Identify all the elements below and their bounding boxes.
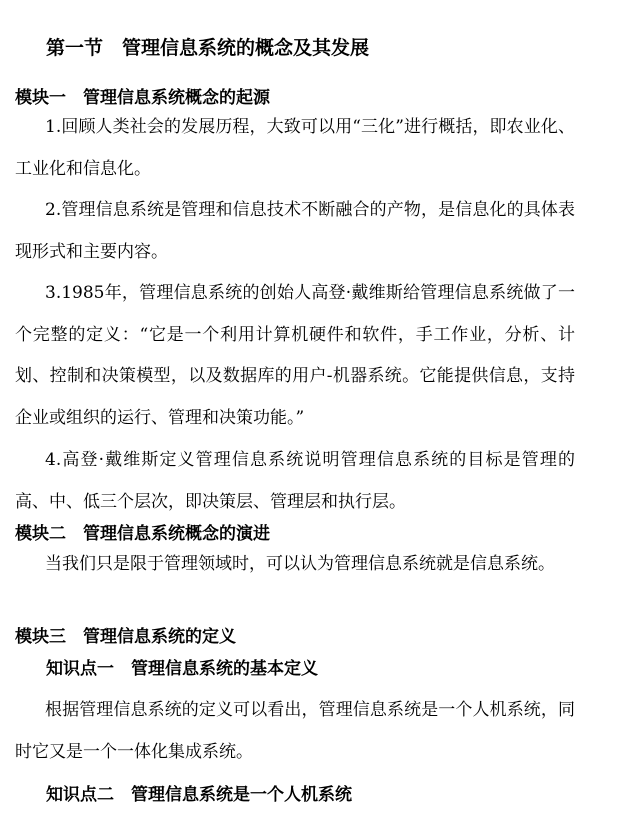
module-heading-definition: 模块三 管理信息系统的定义 xyxy=(15,627,236,647)
paragraph-6: 根据管理信息系统的定义可以看出，管理信息系统是一个人机系统，同时它又是一个一体化集成系统。 xyxy=(15,700,575,762)
paragraph-5: 当我们只是限于管理领域时，可以认为管理信息系统就是信息系统。 xyxy=(45,554,555,574)
paragraph-1: 1.回顾人类社会的发展历程，大致可以用“三化”进行概括，即农业化、工业化和信息化。 xyxy=(15,117,575,179)
section-title: 第一节 管理信息系统的概念及其发展 xyxy=(46,37,370,59)
module-heading-evolution: 模块二 管理信息系统概念的演进 xyxy=(15,524,270,544)
knowledge-point-2-heading: 知识点二 管理信息系统是一个人机系统 xyxy=(46,785,352,805)
module-heading-origin: 模块一 管理信息系统概念的起源 xyxy=(15,88,270,108)
paragraph-2: 2.管理信息系统是管理和信息技术不断融合的产物，是信息化的具体表现形式和主要内容。 xyxy=(15,200,575,262)
paragraph-4: 4.高登·戴维斯定义管理信息系统说明管理信息系统的目标是管理的高、中、低三个层次，即决策层、管理层和执行层。 xyxy=(15,450,575,512)
knowledge-point-1-heading: 知识点一 管理信息系统的基本定义 xyxy=(46,659,318,679)
paragraph-3: 3.1985年，管理信息系统的创始人高登·戴维斯给管理信息系统做了一个完整的定义：“它是一个利用计算机硬件和软件，手工作业，分析、计划、控制和决策模型，以及数据库的用户-机器系统。它能提供信息，支持企业或组织的运行、管理和决策功能。” xyxy=(15,283,575,428)
